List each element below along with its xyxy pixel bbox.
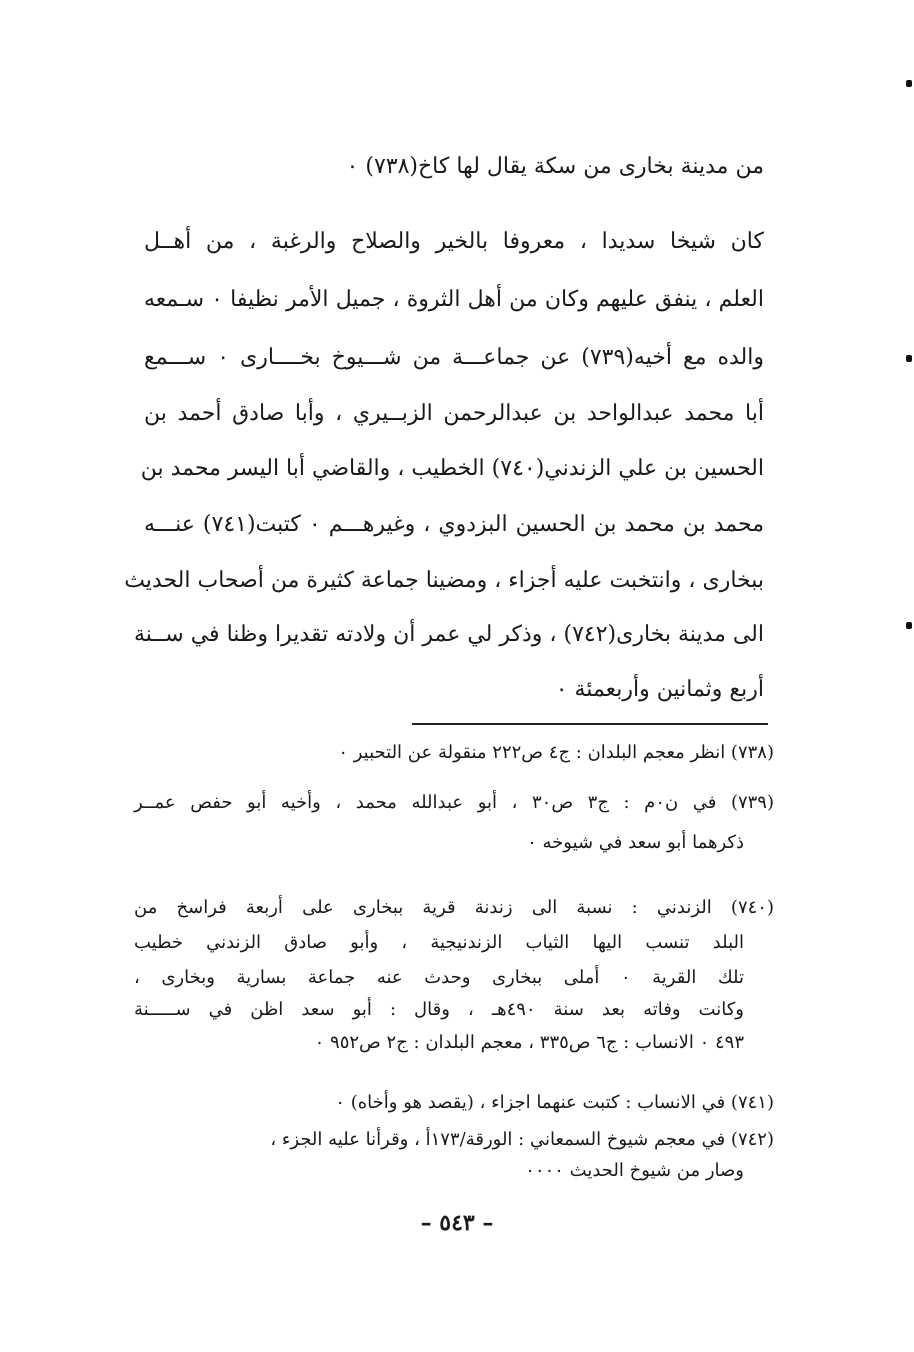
footnote-742: (٧٤٢) في معجم شيوخ السمعاني : الورقة/١٧٣أ ، وقرأنا عليه الجزء ،	[270, 1129, 774, 1150]
footnote-divider	[412, 723, 768, 725]
body-line: الحسين بن علي الزندني(٧٤٠) الخطيب ، والقاضي أبا اليسر محمد بن	[140, 456, 764, 481]
body-line: كان شيخا سديدا ، معروفا بالخير والصلاح والرغبة ، من أهــل	[144, 229, 764, 254]
margin-mark	[906, 355, 912, 362]
body-line: محمد بن محمد بن الحسين البزدوي ، وغيرهـــم ٠ كتبت(٧٤١) عنـــه	[144, 512, 764, 537]
body-line: أربع وثمانين وأربعمئة ٠	[555, 677, 764, 702]
footnote-740-cont: البلد تنسب اليها الثياب الزندنيجية ، وأبو صادق الزندني خطيب	[134, 932, 744, 953]
page-number: – ٥٤٣ –	[420, 1210, 494, 1236]
footnote-739-cont: ذكرهما أبو سعد في شيوخه ٠	[527, 832, 744, 853]
body-line: الى مدينة بخارى(٧٤٢) ، وذكر لي عمر أن ولادته تقديرا وظنا في ســنة	[133, 622, 764, 647]
footnote-742-cont: وصار من شيوخ الحديث ٠٠٠٠	[525, 1160, 744, 1181]
body-line: من مدينة بخارى من سكة يقال لها كاخ(٧٣٨) ٠	[346, 154, 764, 179]
footnote-740-cont: تلك القرية ٠ أملى ببخارى وحدث عنه جماعة بسارية وبخارى ،	[134, 967, 744, 988]
margin-mark	[906, 622, 912, 629]
body-line: أبا محمد عبدالواحد بن عبدالرحمن الزبــيري ، وأبا صادق أحمد بن	[144, 401, 764, 426]
body-line: العلم ، ينفق عليهم وكان من أهل الثروة ، جميل الأمر نظيفا ٠ سـمعه	[144, 287, 764, 312]
footnote-741: (٧٤١) في الانساب : كتبت عنهما اجزاء ، (يقصد هو وأخاه) ٠	[335, 1092, 774, 1113]
body-line: ببخارى ، وانتخبت عليه أجزاء ، ومضينا جماعة كثيرة من أصحاب الحديث	[124, 568, 764, 593]
footnote-739: (٧٣٩) في ن٠م : ج٣ ص٣٠ ، أبو عبدالله محمد ، وأخيه أبو حفص عمــر	[134, 792, 775, 813]
margin-mark	[906, 80, 912, 87]
footnote-740-cont: وكانت وفاته بعد سنة ٤٩٠هـ ، وقال : أبو سعد اظن في ســـــنة	[134, 999, 744, 1020]
footnote-738: (٧٣٨) انظر معجم البلدان : ج٤ ص٢٢٢ منقولة عن التحبير ٠	[338, 742, 774, 763]
body-line: والده مع أخيه(٧٣٩) عن جماعـــة من شـــيوخ بخــــارى ٠ ســـمع	[144, 345, 764, 370]
footnote-740-cont: ٤٩٣ ٠ الانساب : ج٦ ص٣٣٥ ، معجم البلدان : ج٢ ص٩٥٢ ٠	[314, 1032, 744, 1053]
footnote-740: (٧٤٠) الزندني : نسبة الى زندنة قرية ببخارى على أربعة فراسخ من	[134, 897, 774, 918]
